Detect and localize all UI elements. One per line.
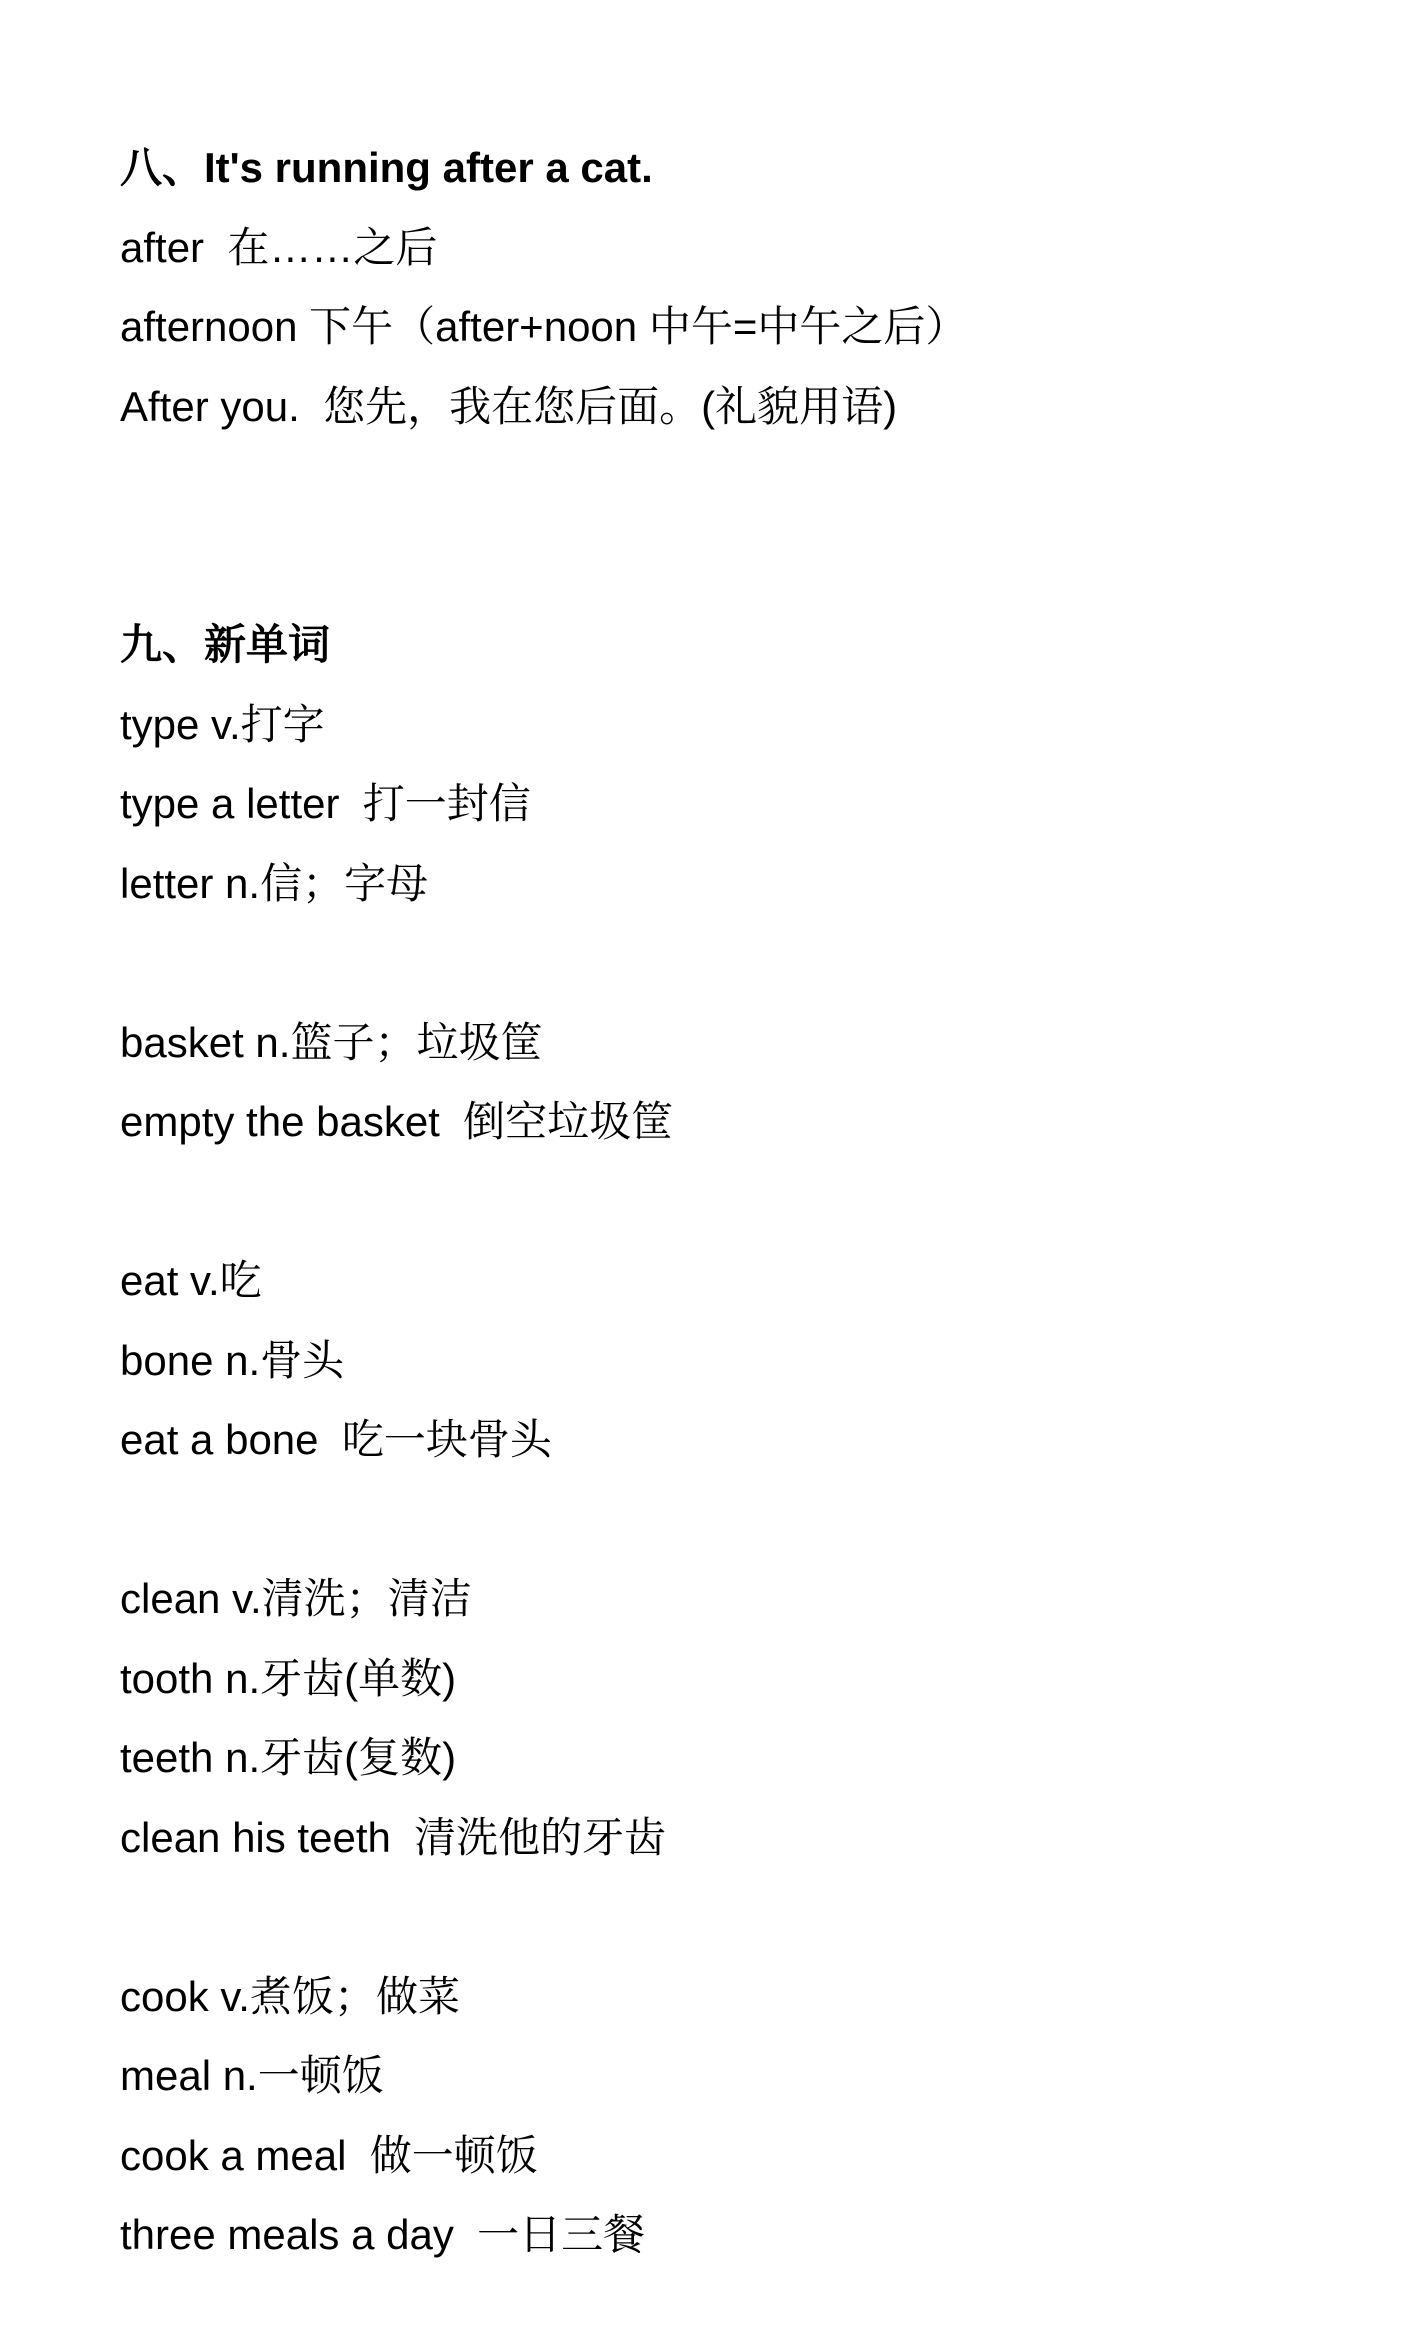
vocab-line: eat a bone 吃一块骨头	[120, 1416, 552, 1463]
vocab-line: meal n.一顿饭	[120, 2052, 384, 2099]
spacer	[120, 1480, 967, 1560]
vocab-line: after 在……之后	[120, 223, 438, 271]
section-heading: 八、It's running after a cat.	[120, 144, 653, 191]
vocab-line: empty the basket 倒空垃圾筐	[120, 1098, 674, 1145]
vocab-line: letter n.信；字母	[120, 859, 429, 907]
spacer	[120, 446, 967, 605]
vocab-line: basket n.篮子；垃圾筐	[120, 1018, 543, 1066]
section-heading: 九、新单词	[120, 621, 331, 668]
vocab-line: tooth n.牙齿(单数)	[120, 1654, 457, 1702]
spacer	[120, 1877, 967, 1957]
vocab-line: bone n.骨头	[120, 1336, 345, 1384]
vocab-line: After you. 您先，我在您后面。(礼貌用语)	[120, 382, 898, 430]
vocab-line: teeth n.牙齿(复数)	[120, 1734, 457, 1781]
spacer	[120, 923, 967, 1003]
vocab-line: type v.打字	[120, 700, 325, 748]
vocab-line: three meals a day 一日三餐	[120, 2211, 646, 2258]
spacer	[120, 1162, 967, 1242]
document-page	[120, 128, 967, 2275]
vocab-line: eat v.吃	[120, 1257, 262, 1304]
vocab-line: clean his teeth 清洗他的牙齿	[120, 1813, 667, 1861]
vocab-line: type a letter 打一封信	[120, 780, 531, 827]
vocab-line: cook v.煮饭；做菜	[120, 1972, 460, 2020]
vocab-line: afternoon 下午（after+noon 中午=中午之后）	[120, 303, 968, 350]
vocab-line: clean v.清洗；清洁	[120, 1575, 472, 1622]
vocab-line: cook a meal 做一顿饭	[120, 2131, 538, 2179]
